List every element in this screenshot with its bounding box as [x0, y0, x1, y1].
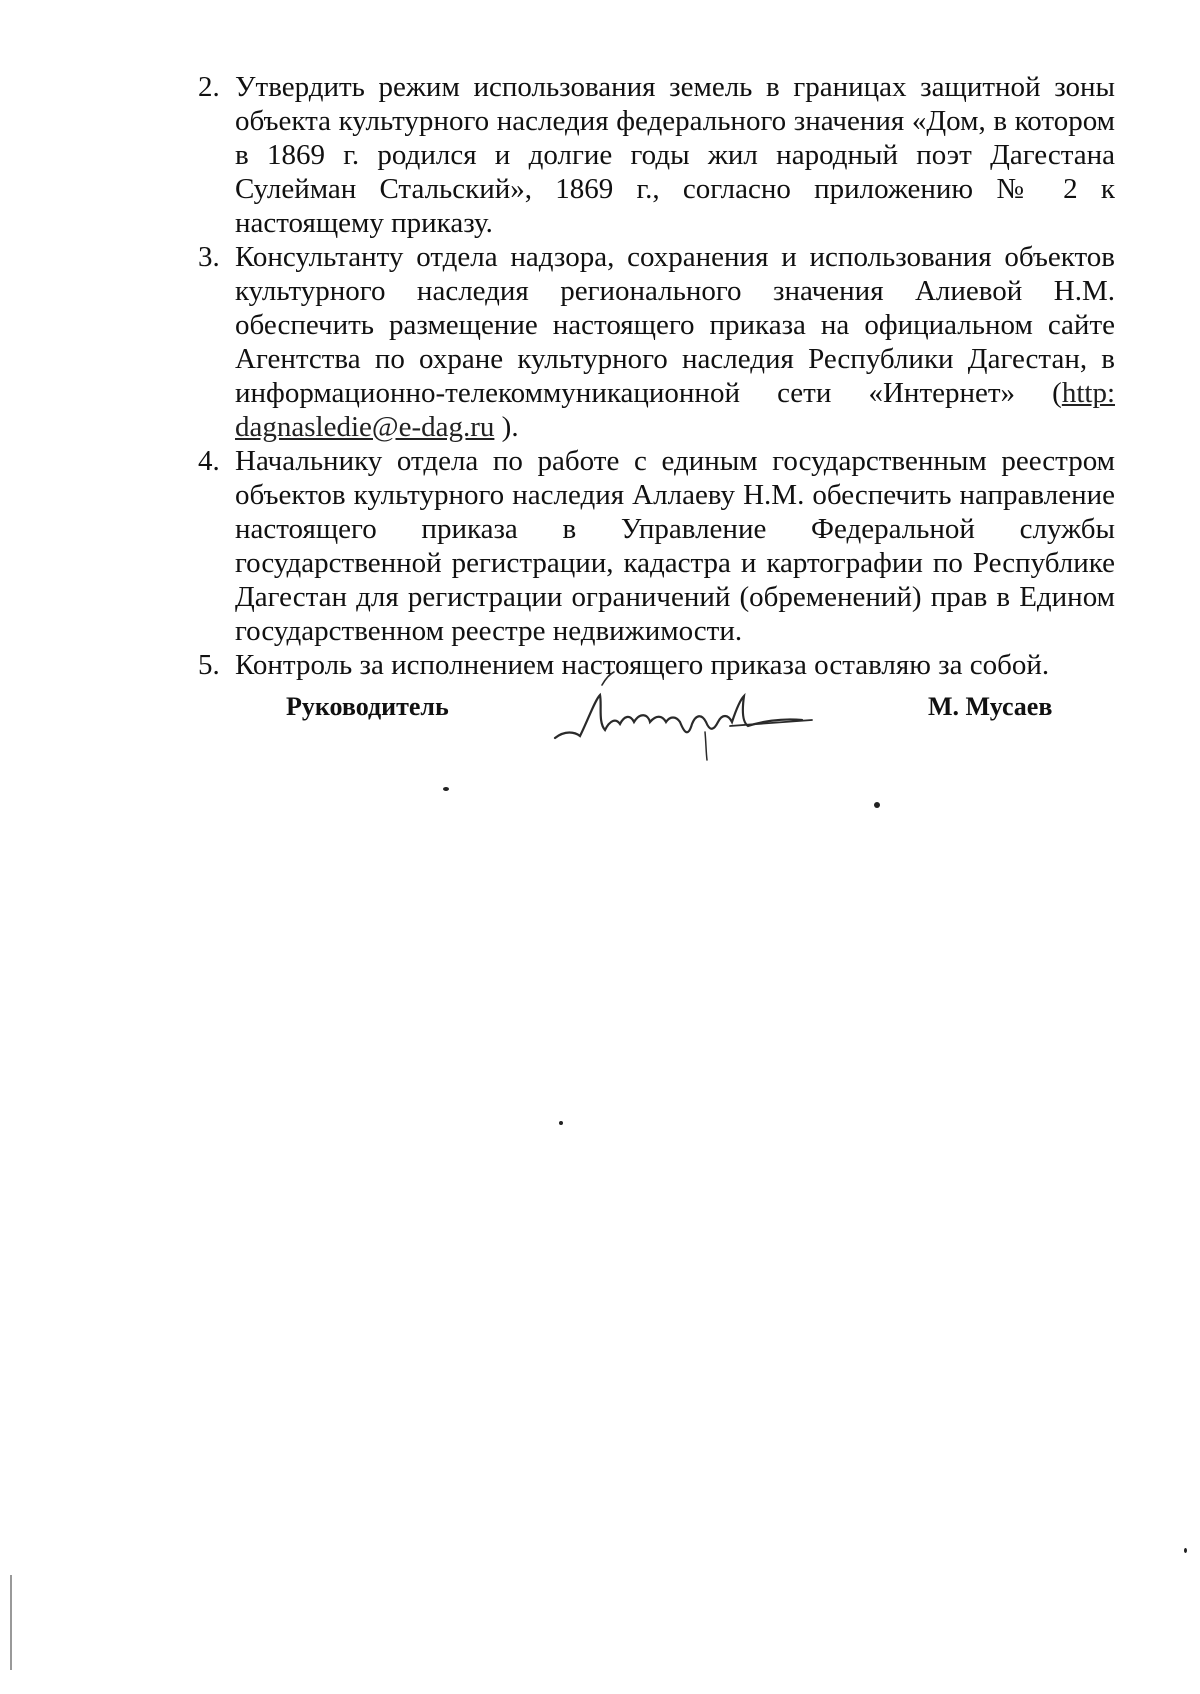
- order-item-4: [185, 444, 1115, 648]
- scan-speck: [874, 802, 880, 808]
- item-text: Начальнику отдела по работе с единым государственным реестром объектов культурного наследия Аллаеву Н.М. обеспечить направление настоящего приказа в Управление Федеральной службы государственной регистрации, кадастра и картографии по Республике Дагестан для регистрации ограничений (обременений) прав в Едином государственном реестре недвижимости.: [235, 445, 1115, 647]
- signer-title: Руководитель: [286, 692, 449, 721]
- item-text-end: ).: [494, 411, 519, 443]
- scan-speck: [559, 1121, 563, 1125]
- order-items-list: [185, 70, 1115, 682]
- item-number: 5.: [198, 649, 220, 681]
- scan-speck: [1184, 1548, 1187, 1553]
- item-text: Контроль за исполнением настоящего приказа оставляю за собой.: [235, 649, 1050, 681]
- item-number: 2.: [198, 71, 220, 103]
- handwritten-signature: [550, 660, 820, 770]
- item-number: 4.: [198, 445, 220, 477]
- website-link[interactable]: http: dagnasledie@e-dag.ru: [235, 377, 1115, 443]
- item-number: 3.: [198, 241, 220, 273]
- signature-block: [0, 690, 1200, 770]
- order-item-2: [185, 70, 1115, 240]
- item-text: Утвердить режим использования земель в границах защитной зоны объекта культурного наследия федерального значения «Дом, в котором в 1869 г. родился и долгие годы жил народный поэт Дагестана Сулейман Стальский», 1869 г., согласно приложению № 2 к настоящему приказу.: [235, 71, 1115, 239]
- item-text: Консультанту отдела надзора, сохранения и использования объектов культурного наследия регионального значения Алиевой Н.М. обеспечить размещение настоящего приказа на официальном сайте Агентства по охране культурного наследия Республики Дагестан, в информационно-телекоммуникационной сети «Интернет» (: [235, 241, 1115, 409]
- scan-margin-line: [10, 1575, 12, 1670]
- scan-speck: [443, 787, 449, 791]
- order-item-3: [185, 240, 1115, 444]
- signer-name: М. Мусаев: [928, 692, 1053, 721]
